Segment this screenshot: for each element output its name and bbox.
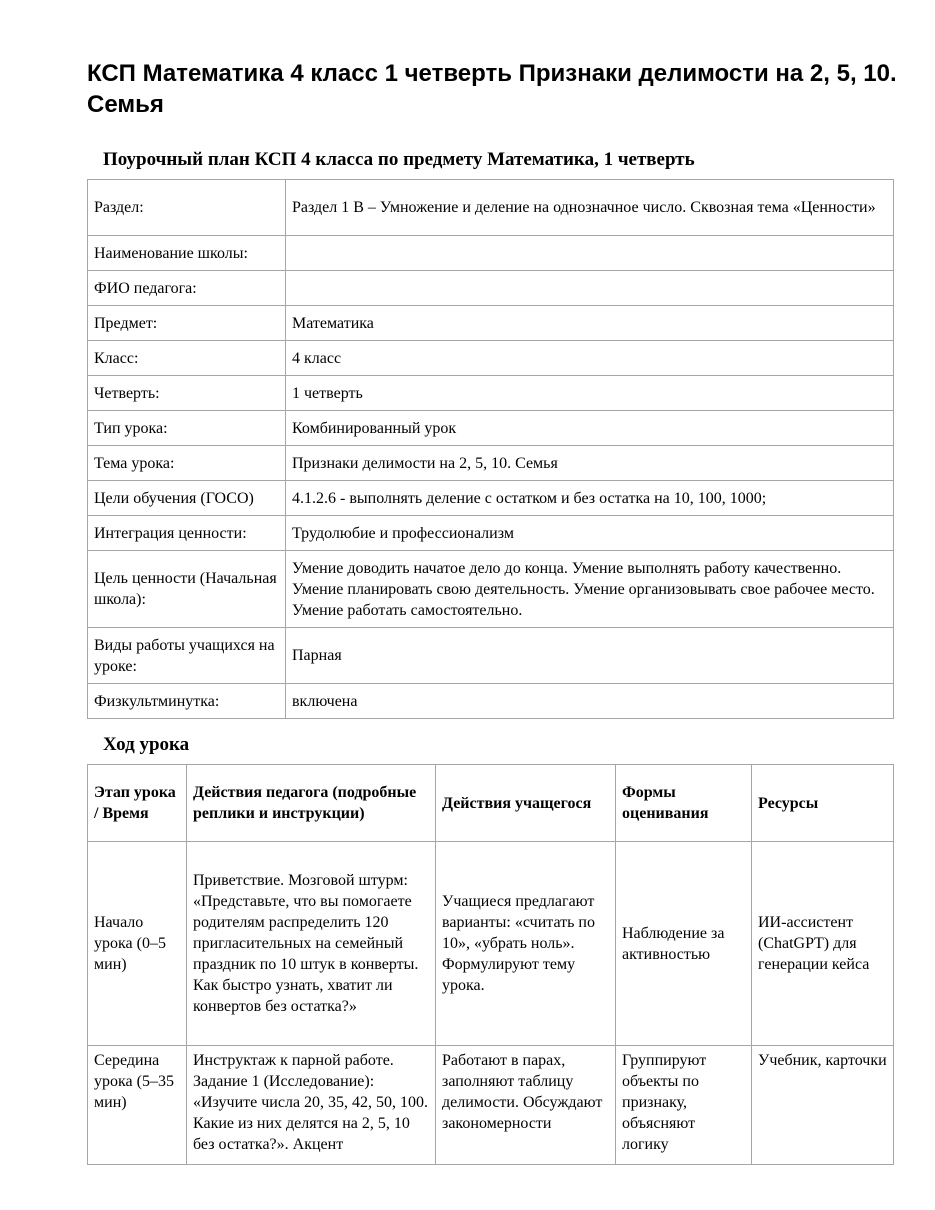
info-label: Тип урока:	[88, 411, 286, 446]
info-label: Виды работы учащихся на уроке:	[88, 628, 286, 684]
info-value: Парная	[286, 628, 894, 684]
info-row-lesson-type	[88, 411, 894, 446]
cell-teacher-actions: Инструктаж к парной работе. Задание 1 (Исследование): «Изучите числа 20, 35, 42, 50, 100. Какие из них делятся на 2, 5, 10 без остатка?». Акцент	[187, 1046, 436, 1165]
info-label: Тема урока:	[88, 446, 286, 481]
cell-assessment: Группируют объекты по признаку, объясняют логику	[616, 1046, 752, 1165]
info-label: Цели обучения (ГОСО)	[88, 481, 286, 516]
cell-resources: Учебник, карточки	[752, 1046, 894, 1165]
info-value: Раздел 1 B – Умножение и деление на однозначное число. Сквозная тема «Ценности»	[286, 180, 894, 236]
info-row-teacher	[88, 271, 894, 306]
info-row-work-types	[88, 628, 894, 684]
header-stage: Этап урока / Время	[88, 765, 187, 842]
info-label: Наименование школы:	[88, 236, 286, 271]
info-row-value-goal	[88, 551, 894, 628]
info-value: Трудолюбие и профессионализм	[286, 516, 894, 551]
header-resources: Ресурсы	[752, 765, 894, 842]
info-value: 4 класс	[286, 341, 894, 376]
info-row-quarter	[88, 376, 894, 411]
info-row-school	[88, 236, 894, 271]
lesson-info-table	[87, 179, 894, 719]
info-value: Математика	[286, 306, 894, 341]
lesson-row-middle	[88, 1046, 894, 1165]
info-label: Четверть:	[88, 376, 286, 411]
cell-stage: Начало урока (0–5 мин)	[88, 842, 187, 1046]
info-row-value-integration	[88, 516, 894, 551]
lesson-section-heading: Ход урока	[103, 734, 190, 755]
lesson-progress-table	[87, 764, 894, 1165]
header-assessment: Формы оценивания	[616, 765, 752, 842]
info-row-objectives	[88, 481, 894, 516]
info-value: включена	[286, 684, 894, 719]
cell-teacher-actions: Приветствие. Мозговой штурм: «Представьте, что вы помогаете родителям распределить 120 пригласительных на семейный праздник по 10 штук в конверты. Как быстро узнать, хватит ли конвертов без остатка?»	[187, 842, 436, 1046]
info-label: ФИО педагога:	[88, 271, 286, 306]
info-label: Физкультминутка:	[88, 684, 286, 719]
info-row-section	[88, 180, 894, 236]
info-label: Предмет:	[88, 306, 286, 341]
info-row-grade	[88, 341, 894, 376]
info-label: Класс:	[88, 341, 286, 376]
cell-student-actions: Работают в парах, заполняют таблицу делимости. Обсуждают закономерности	[436, 1046, 616, 1165]
header-student-actions: Действия учащегося	[436, 765, 616, 842]
info-label: Цель ценности (Начальная школа):	[88, 551, 286, 628]
cell-resources: ИИ-ассистент (ChatGPT) для генерации кейса	[752, 842, 894, 1046]
info-label: Интеграция ценности:	[88, 516, 286, 551]
cell-assessment: Наблюдение за активностью	[616, 842, 752, 1046]
info-value: Комбинированный урок	[286, 411, 894, 446]
lesson-header-row	[88, 765, 894, 842]
info-row-topic	[88, 446, 894, 481]
info-row-exercise-break	[88, 684, 894, 719]
cell-stage: Середина урока (5–35 мин)	[88, 1046, 187, 1165]
info-row-subject	[88, 306, 894, 341]
info-value	[286, 271, 894, 306]
info-value: Умение доводить начатое дело до конца. Умение выполнять работу качественно. Умение планировать свою деятельность. Умение организовывать свое рабочее место. Умение работать самостоятельно.	[286, 551, 894, 628]
info-label: Раздел:	[88, 180, 286, 236]
info-section-heading: Поурочный план КСП 4 класса по предмету Математика, 1 четверть	[103, 149, 695, 170]
lesson-row-start	[88, 842, 894, 1046]
info-value: 4.1.2.6 - выполнять деление с остатком и без остатка на 10, 100, 1000;	[286, 481, 894, 516]
document-title: КСП Математика 4 класс 1 четверть Признаки делимости на 2, 5, 10. Семья	[87, 60, 897, 118]
cell-student-actions: Учащиеся предлагают варианты: «считать по 10», «убрать ноль». Формулируют тему урока.	[436, 842, 616, 1046]
info-value: Признаки делимости на 2, 5, 10. Семья	[286, 446, 894, 481]
info-value: 1 четверть	[286, 376, 894, 411]
info-value	[286, 236, 894, 271]
header-teacher-actions: Действия педагога (подробные реплики и инструкции)	[187, 765, 436, 842]
